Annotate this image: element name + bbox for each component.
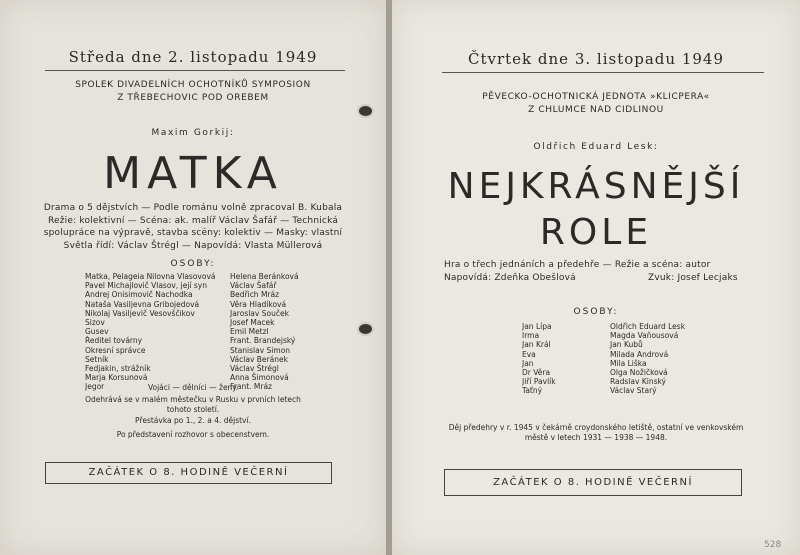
- left-description-line-3: spolupráce na výpravě, stavba scény: kolektiv — Masky: vlastní: [43, 228, 343, 238]
- cast-row: [85, 281, 299, 290]
- cast-row: [522, 350, 685, 359]
- right-program-page: [392, 0, 800, 555]
- right-setting-line-1: Děj předehry v r. 1945 v čekárně croydonského letiště, ostatní ve venkovském: [448, 423, 744, 432]
- left-description-line-2: Režie: kolektivní — Scéna: ak. malíř Václav Šafář — Technická: [47, 215, 339, 226]
- cast-role: Nikolaj Vasiljevič Vesovščikov: [85, 308, 195, 318]
- left-cast-list: [85, 272, 299, 392]
- left-cast-heading: OSOBY:: [170, 259, 216, 269]
- left-description-line-1: Drama o 5 dějstvích — Podle románu volně zpracoval B. Kubala: [43, 203, 343, 213]
- pencil-note: 528: [764, 540, 782, 550]
- cast-row: [522, 322, 685, 331]
- cast-actor: Václav Starý: [610, 386, 657, 396]
- cast-role: Jan Lípa: [522, 322, 552, 331]
- right-setting-line-2: městě v letech 1931 — 1938 — 1948.: [524, 433, 668, 442]
- cast-role: Ředitel továrny: [85, 336, 143, 346]
- cast-row: [522, 368, 685, 377]
- left-setting-line-1: Odehrává se v malém městečku v Rusku v prvních letech: [85, 395, 301, 404]
- cast-row: [85, 300, 299, 309]
- cast-row: [85, 364, 299, 373]
- cast-row: [522, 377, 685, 386]
- cast-actor: Magda Vaňousová: [610, 331, 679, 341]
- cast-actor: Bedřich Mráz: [230, 290, 280, 300]
- left-start-box: ZAČÁTEK O 8. HODINĚ VEČERNÍ: [45, 462, 332, 484]
- cast-role: Setník: [85, 354, 109, 364]
- cast-actor: Jaroslav Souček: [230, 308, 289, 318]
- left-ensemble-line-1: SPOLEK DIVADELNÍCH OCHOTNÍKŮ SYMPOSION: [75, 80, 311, 90]
- cast-role: Dr Věra: [522, 368, 551, 378]
- cast-actor: Stanislav Simon: [230, 345, 291, 355]
- cast-actor: Anna Šimonová: [230, 373, 289, 383]
- left-intermission: Přestávka po 1., 2. a 4. dějství.: [135, 416, 251, 425]
- cast-role: Fedjakin, strážník: [85, 364, 151, 374]
- left-ensemble: [0, 79, 386, 105]
- cast-row: [85, 290, 299, 299]
- right-start-box: ZAČÁTEK O 8. HODINĚ VEČERNÍ: [444, 469, 742, 496]
- cast-row: [85, 272, 299, 281]
- cast-role: Matka, Pelageia Nilovna Vlasovová: [85, 272, 216, 281]
- left-date: Středa dne 2. listopadu 1949: [68, 48, 318, 66]
- right-ensemble: [392, 91, 800, 117]
- right-setting: [392, 423, 800, 443]
- cast-row: [85, 373, 299, 382]
- right-play-title-line-1: NEJKRÁSNĚJŠÍ: [447, 166, 745, 207]
- right-date: Čtvrtek dne 3. listopadu 1949: [468, 50, 724, 68]
- left-date-rule: [45, 70, 345, 71]
- right-ensemble-line-2: Z CHLUMCE NAD CIDLINOU: [528, 105, 664, 115]
- cast-role: Taťný: [522, 386, 543, 396]
- left-ensemble-line-2: Z TŘEBECHOVIC POD OREBEM: [117, 93, 269, 103]
- cast-role: Andrej Onisimovič Nachodka: [85, 290, 193, 300]
- cast-row: [522, 359, 685, 368]
- cast-actor: Václav Beránek: [230, 354, 288, 364]
- right-subtitle: Hra o třech jednáních a předehře — Režie a scéna: autor: [444, 260, 711, 270]
- cast-role: Pavel Michajlovič Vlasov, její syn: [85, 281, 207, 291]
- left-afterword: Po představení rozhovor s obecenstvem.: [116, 430, 270, 439]
- left-author: Maxim Gorkij:: [151, 128, 235, 138]
- right-play-title-line-2: ROLE: [539, 212, 653, 253]
- right-cast-list: [522, 322, 685, 396]
- cast-role: Nataša Vasiljevna Gribojedová: [85, 299, 200, 309]
- punch-hole: [359, 106, 372, 116]
- right-ensemble-line-1: PĚVECKO-OCHOTNICKÁ JEDNOTA »KLICPERA«: [482, 92, 710, 102]
- cast-role: Jan: [522, 358, 534, 368]
- left-setting-line-2: tohoto století.: [166, 405, 220, 414]
- cast-row: [522, 331, 685, 340]
- left-extras: Vojáci — dělníci — ženy.: [147, 383, 239, 392]
- cast-row: [522, 340, 685, 349]
- right-sound: Zvuk: Josef Lecjaks: [648, 273, 738, 283]
- left-setting: [0, 395, 386, 415]
- cast-actor: Frant. Mráz: [230, 382, 272, 392]
- cast-role: Eva: [522, 349, 536, 359]
- punch-hole: [359, 324, 372, 334]
- cast-actor: Oldřich Eduard Lesk: [610, 322, 686, 331]
- cast-actor: Milada Andrová: [610, 349, 669, 359]
- cast-actor: Václav Štrégl: [230, 364, 279, 374]
- cast-row: [522, 386, 685, 395]
- cast-row: [85, 327, 299, 336]
- right-prompter: Napovídá: Zdeňka Obešlová: [444, 273, 576, 283]
- cast-actor: Josef Macek: [230, 318, 275, 328]
- cast-actor: Frant. Brandejský: [230, 336, 296, 346]
- cast-actor: Václav Šafář: [230, 281, 277, 291]
- cast-role: Gusev: [85, 327, 109, 337]
- right-author: Oldřich Eduard Lesk:: [533, 142, 659, 152]
- cast-role: Jan Král: [522, 340, 551, 350]
- left-description: [0, 202, 386, 252]
- cast-actor: Emil Metzl: [230, 327, 269, 337]
- cast-row: [85, 309, 299, 318]
- cast-actor: Radslav Kinský: [610, 377, 666, 387]
- cast-role: Jegor: [85, 382, 105, 392]
- cast-row: [85, 355, 299, 364]
- cast-role: Marja Korsunová: [85, 373, 148, 383]
- left-description-line-4: Světla řídí: Václav Štrégl — Napovídá: Vlasta Müllerová: [63, 240, 323, 251]
- cast-actor: Mila Liška: [610, 358, 647, 368]
- cast-row: [85, 318, 299, 327]
- cast-actor: Olga Nožičková: [610, 368, 668, 378]
- left-play-title: MATKA: [103, 148, 283, 199]
- cast-row: [85, 336, 299, 345]
- cast-role: Jiří Pavlík: [522, 377, 556, 387]
- cast-role: Okresní správce: [85, 345, 146, 355]
- cast-role: Sizov: [85, 318, 105, 328]
- right-cast-heading: OSOBY:: [573, 307, 619, 317]
- left-program-page: [0, 0, 386, 555]
- cast-actor: Jan Kubů: [610, 340, 643, 350]
- cast-actor: Helena Beránková: [230, 272, 299, 281]
- right-date-rule: [442, 72, 764, 73]
- cast-role: Irma: [522, 331, 540, 341]
- cast-actor: Věra Hladíková: [230, 299, 287, 309]
- cast-row: [85, 346, 299, 355]
